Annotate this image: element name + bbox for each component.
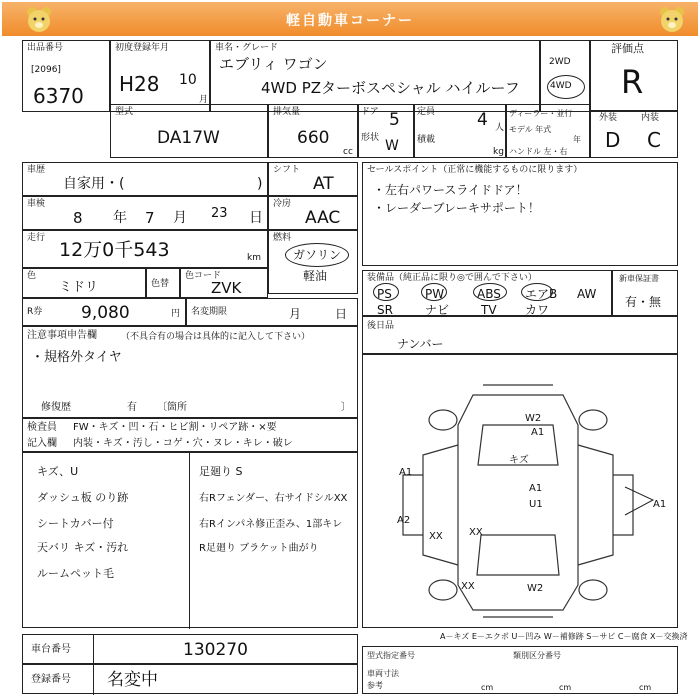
ext-int-score-cell [590,110,678,158]
displacement-cell [268,104,358,158]
score-cell [590,40,678,112]
remark-left: キズ、U [37,465,79,478]
fuel-cell [268,230,358,294]
mileage-value: 12万0千543 [59,239,170,261]
displacement-unit: cc [343,147,353,157]
first-reg-month: 10 [179,72,197,88]
color-swap-cell [146,268,180,298]
page-title: 軽自動車コーナー [286,13,414,29]
usage-label: 車歴 [27,165,46,175]
dealer-label: ディーラー・並行 [509,109,573,118]
notes-box [22,326,358,418]
sales-point-item: ・左右パワースライドドア！ [373,183,528,197]
chassis-row [22,634,358,664]
lot-number: 6370 [33,84,84,108]
fuel-diesel: 軽油 [303,269,328,283]
color-swap-label: 色替 [151,279,170,289]
capacity-unit: 人 [495,123,505,133]
color-code-label: 色コード [185,271,222,281]
equipment-sr: SR [377,303,393,317]
model-cell [110,104,268,158]
bear-mascot-icon [24,4,54,34]
damage-diagram [362,354,678,628]
inspection-day: 23 [211,206,228,221]
capacity-label: 定員 [417,107,436,117]
first-reg-month-unit: 月 [199,95,209,105]
model-year-label: モデル 年式 [509,125,552,134]
usage-cell [22,162,268,196]
recycle-unit: 円 [171,309,181,319]
drive-2wd-label: 2WD [549,57,571,67]
inspection-month-unit: 月 [173,210,187,226]
equipment-navi: ナビ [425,303,450,317]
diagram-mark: A1 [653,499,667,510]
postfit-value: ナンバー [397,337,444,351]
inspector-row2-label: 記入欄 [27,438,57,449]
aircon-value: AAC [305,208,341,228]
inspector-row2: 内装・キズ・汚し・コゲ・穴・ヌレ・キレ・破レ [73,438,293,449]
recycle-value: 9,080 [81,303,130,323]
usage-value: 自家用・( [63,176,125,192]
exterior-score: D [605,128,621,152]
equipment-airbag: エアB [525,287,558,301]
fuel-label: 燃料 [273,233,292,243]
name-change-label: 名変期限 [191,307,228,317]
inspection-year: 8 [73,209,83,227]
inspection-label: 車検 [27,199,46,209]
deadline-day: 日 [335,307,348,321]
sales-point-item: ・レーダーブレーキサポート！ [373,201,540,215]
cm-unit: cm [559,683,572,692]
repair-place-close: 〕 [341,402,351,413]
aircon-label: 冷房 [273,199,292,209]
first-registration-cell [110,40,210,112]
inspector-label: 検査員 [27,422,57,433]
notes-item: ・規格外タイヤ [31,350,122,365]
dimensions-label: 車両寸法 [367,669,399,678]
drive-cell [540,40,590,112]
interior-label: 内装 [641,113,660,123]
mileage-cell [22,230,268,268]
first-reg-label: 初度登録年月 [115,43,170,53]
lot-number-cell [22,40,110,112]
inspector-row1: FW・キズ・凹・石・ヒビ割・リペア跡・×要 [73,422,277,433]
handle-label: ハンドル 左・右 [509,147,568,156]
score-value: R [621,63,644,101]
remark-left: シートカバー付 [37,517,114,530]
equipment-tv: TV [481,303,497,317]
registration-value: 名変中 [107,670,158,690]
chassis-value: 130270 [183,640,248,660]
displacement-value: 660 [297,128,330,148]
cm-unit: cm [639,683,652,692]
name-change-deadline-cell [186,298,358,326]
doors-value: 5 [389,110,400,130]
deadline-month: 月 [289,307,302,321]
remark-right: 右Rフェンダー、右サイドシルXX [199,493,348,504]
inspection-day-unit: 日 [249,210,263,226]
diagram-mark: XX [469,527,483,538]
footer-box [362,646,678,694]
shift-value: AT [313,174,334,194]
diagram-mark: A2 [397,515,411,526]
mileage-label: 走行 [27,233,46,243]
chassis-label: 車台番号 [31,644,71,655]
equipment-box [362,270,612,316]
equipment-label: 装備品（純正品に限り◎で囲んで下さい） [367,273,537,283]
postfit-label: 後日品 [367,321,395,331]
diagram-mark: W2 [527,583,544,594]
interior-score: C [647,128,661,152]
header-banner [2,2,698,36]
equipment-aw: AW [577,287,597,301]
car-name-cell [210,40,540,112]
bear-mascot-icon [657,4,687,34]
fuel-gas: ガソリン [293,248,342,262]
notes-label: 注意事項申告欄 [27,330,97,341]
cm-unit: cm [481,683,494,692]
new-warranty-choice: 有・無 [625,295,662,309]
color-value: ミドリ [59,280,99,295]
exterior-label: 外装 [599,113,618,123]
remark-left: 天バリ キズ・汚れ [37,541,129,554]
sales-points-box [362,162,678,266]
color-code-cell [180,268,268,298]
displacement-label: 排気量 [273,107,301,117]
doors-cell [358,104,414,158]
aircon-cell [268,196,358,230]
diagram-mark: キズ [509,455,529,466]
capacity-value: 4 [477,110,488,130]
car-name: エブリィ ワゴン [219,55,328,73]
lot-sub: [2096] [31,65,61,75]
inspection-cell [22,196,268,230]
equipment-leather: カワ [525,303,550,317]
diagram-mark: A1 [531,427,545,438]
diagram-mark: XX [429,531,443,542]
type-designation-label: 型式指定番号 [367,651,415,660]
first-reg-era: H28 [119,72,160,96]
inspection-year-unit: 年 [113,210,127,226]
shift-cell [268,162,358,196]
remark-left: ルームペット毛 [37,567,114,580]
equipment-ps: PS [377,287,392,301]
lot-label: 出品番号 [27,43,64,53]
recycle-label: R券 [27,307,43,317]
equipment-abs: ABS [477,287,501,301]
remarks-box [22,452,358,628]
recycle-cell [22,298,186,326]
color-cell [22,268,146,298]
diagram-mark: A1 [399,467,413,478]
load-unit: kg [493,147,504,157]
diagram-mark: A1 [529,483,543,494]
equipment-pw: PW [425,287,445,301]
load-label: 積載 [417,135,436,145]
registration-label: 登録番号 [31,674,71,685]
new-warranty-label: 新車保証書 [619,274,659,283]
mileage-unit: km [247,253,261,263]
year-unit: 年 [573,135,581,144]
diagram-mark: U1 [529,499,543,510]
diagram-mark: XX [461,581,475,592]
remark-right: 右Rインパネ修正歪み、1部キレ [199,519,343,530]
remark-left: ダッシュ板 のり跡 [37,491,129,504]
postfit-box [362,316,678,354]
notes-sub: （不具合有の場合は具体的に記入して下さい） [121,332,311,342]
model-label: 型式 [115,107,134,117]
reference-label: 参考 [367,681,383,690]
repair-place-label: 〔箇所 [157,402,187,413]
car-outline-icon [363,355,679,629]
legend-line: A－キズ E－エクボ U－凹み W－補修跡 S－サビ C－腐食 X－交換済 [440,632,688,641]
dealer-cell [506,104,590,158]
repair-history-value: 有 [127,402,137,413]
remark-right: R足廻り ブラケット曲がり [199,543,319,554]
inspection-month: 7 [145,209,155,227]
car-name-label: 車名・グレード [215,43,279,53]
registration-row [22,664,358,694]
shape-value: W [385,138,399,154]
shape-label: 形状 [361,133,380,143]
sales-points-label: セールスポイント（正常に機能するものに限ります） [367,165,583,175]
model-value: DA17W [157,128,220,148]
usage-close: ) [257,176,263,192]
color-label: 色 [27,271,37,281]
score-label: 評価点 [611,42,644,55]
shift-label: シフト [273,165,301,175]
inspector-box [22,418,358,452]
drive-4wd-value: 4WD [550,81,572,91]
repair-history-label: 修復歴 [41,402,71,413]
class-number-label: 類別区分番号 [513,651,561,660]
capacity-cell [414,104,506,158]
doors-label: ドア [361,107,379,117]
car-grade: 4WD PZターボスペシャル ハイルーフ [261,79,520,97]
new-warranty-cell [612,270,678,316]
diagram-mark: W2 [525,413,542,424]
remark-right: 足廻り S [199,465,243,478]
color-code: ZVK [211,279,242,297]
